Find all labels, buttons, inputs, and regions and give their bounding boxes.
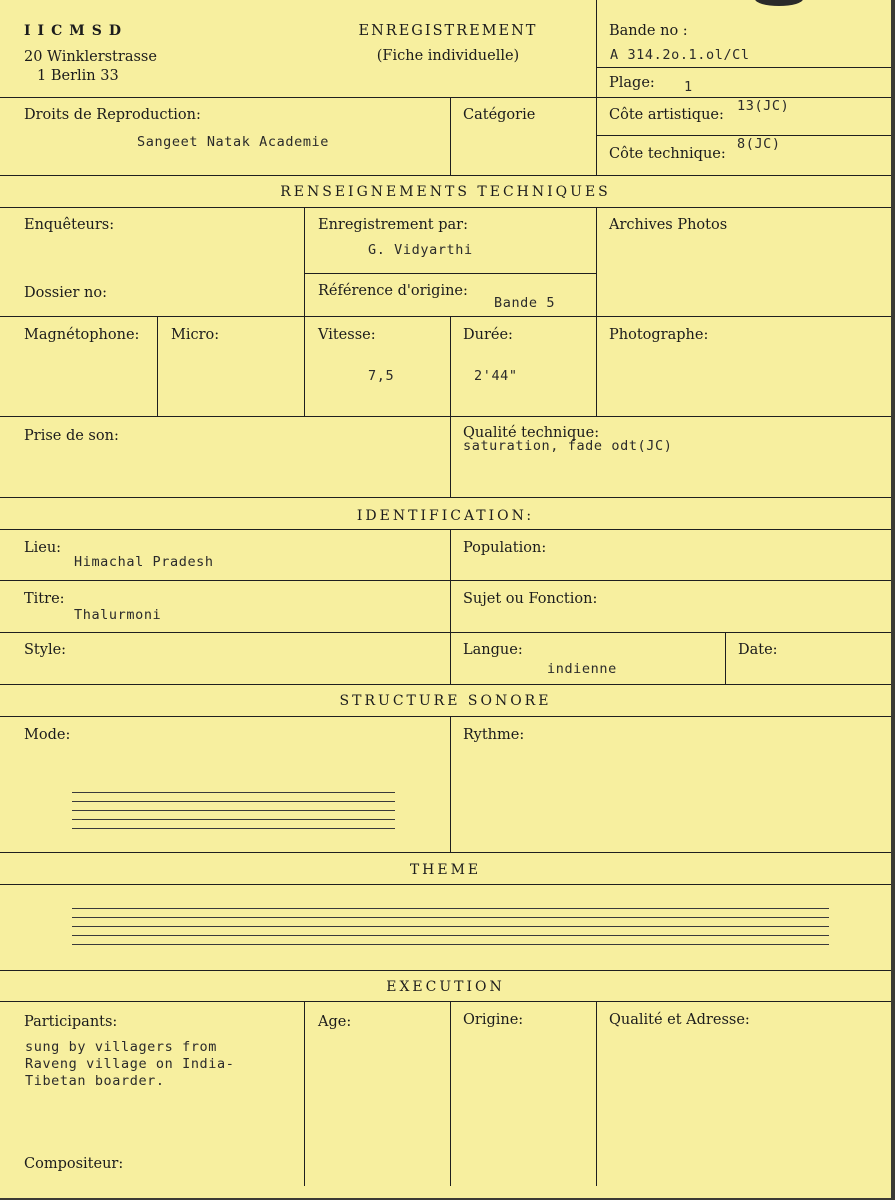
writing-line [72,819,395,820]
duree-value: 2'44" [474,368,518,384]
writing-line [72,935,829,936]
rule [0,529,891,530]
rule [0,416,891,417]
tape-mark [755,0,803,6]
cote-technique-value: 8(JC) [737,136,781,152]
writing-line [72,801,395,802]
droits-label: Droits de Reproduction: [24,107,201,123]
categorie-label: Catégorie [463,107,536,123]
style-label: Style: [24,642,67,658]
rule [450,316,451,497]
rule [0,580,891,581]
rule [0,497,891,498]
reference-value: Bande 5 [494,295,556,311]
participants-label: Participants: [24,1014,118,1030]
address-city: 1 Berlin 33 [37,68,119,84]
rule [0,852,891,853]
rule [0,207,891,208]
rule [0,970,891,971]
dossier-label: Dossier no: [24,285,107,301]
micro-label: Micro: [171,327,220,343]
plage-label: Plage: [609,75,655,91]
plage-value: 1 [684,79,693,95]
section-title-structure: STRUCTURE SONORE [339,693,552,709]
participants-line-1: sung by villagers from [25,1039,218,1055]
writing-line [72,828,395,829]
org-name: IICMSD [24,23,128,39]
cote-artistique-label: Côte artistique: [609,107,724,123]
titre-label: Titre: [24,591,65,607]
participants-line-3: Tibetan boarder. [25,1073,165,1089]
writing-line [72,908,829,909]
rule [0,684,891,685]
langue-label: Langue: [463,642,523,658]
rule [0,316,891,317]
enregistrement-par-label: Enregistrement par: [318,217,468,233]
sujet-label: Sujet ou Fonction: [463,591,598,607]
writing-line [72,944,829,945]
writing-line [72,810,395,811]
duree-label: Durée: [463,327,513,343]
rule [0,1001,891,1002]
rule [0,884,891,885]
rule [304,207,305,416]
enqueteurs-label: Enquêteurs: [24,217,115,233]
form-subtitle: (Fiche individuelle) [376,48,520,64]
vitesse-label: Vitesse: [318,327,376,343]
section-title-theme: THEME [409,862,482,878]
origine-label: Origine: [463,1012,524,1028]
langue-value: indienne [547,661,617,677]
address-street: 20 Winklerstrasse [24,49,157,65]
section-title-execution: EXECUTION [386,979,505,995]
rythme-label: Rythme: [463,727,525,743]
compositeur-label: Compositeur: [24,1156,124,1172]
rule [450,1001,451,1186]
bande-value: A 314.2o.1.ol/Cl [610,47,750,63]
rule [450,97,451,175]
population-label: Population: [463,540,547,556]
writing-line [72,926,829,927]
archives-photos-label: Archives Photos [609,217,728,233]
writing-line [72,917,829,918]
reference-label: Référence d'origine: [318,283,468,299]
rule [596,207,597,416]
rule [450,716,451,852]
bande-label: Bande no : [609,23,688,39]
rule [450,529,451,684]
rule [0,716,891,717]
prise-de-son-label: Prise de son: [24,428,119,444]
rule [304,1001,305,1186]
form-title: ENREGISTREMENT [358,23,538,39]
vitesse-value: 7,5 [368,368,395,384]
magnetophone-label: Magnétophone: [24,327,140,343]
writing-line [72,792,395,793]
rule [596,1001,597,1186]
rule [0,632,891,633]
cote-artistique-value: 13(JC) [737,98,790,114]
age-label: Age: [318,1014,352,1030]
qualite-adresse-label: Qualité et Adresse: [609,1012,750,1028]
rule [0,175,891,176]
photographe-label: Photographe: [609,327,709,343]
participants-line-2: Raveng village on India- [25,1056,235,1072]
mode-label: Mode: [24,727,71,743]
rule [596,0,597,175]
rule [157,316,158,416]
rule [725,632,726,684]
section-title-technical: RENSEIGNEMENTS TECHNIQUES [280,184,611,200]
rule [304,273,596,274]
rule [596,67,891,68]
section-title-identification: IDENTIFICATION: [356,508,535,524]
cote-technique-label: Côte technique: [609,146,726,162]
qualite-technique-value: saturation, fade odt(JC) [463,438,673,454]
enregistrement-par-value: G. Vidyarthi [368,242,473,258]
droits-value: Sangeet Natak Academie [137,134,330,150]
date-label: Date: [738,642,778,658]
titre-value: Thalurmoni [74,607,162,623]
lieu-value: Himachal Pradesh [74,554,214,570]
lieu-label: Lieu: [24,540,62,556]
qualite-technique-label: Qualité technique: [463,425,600,441]
